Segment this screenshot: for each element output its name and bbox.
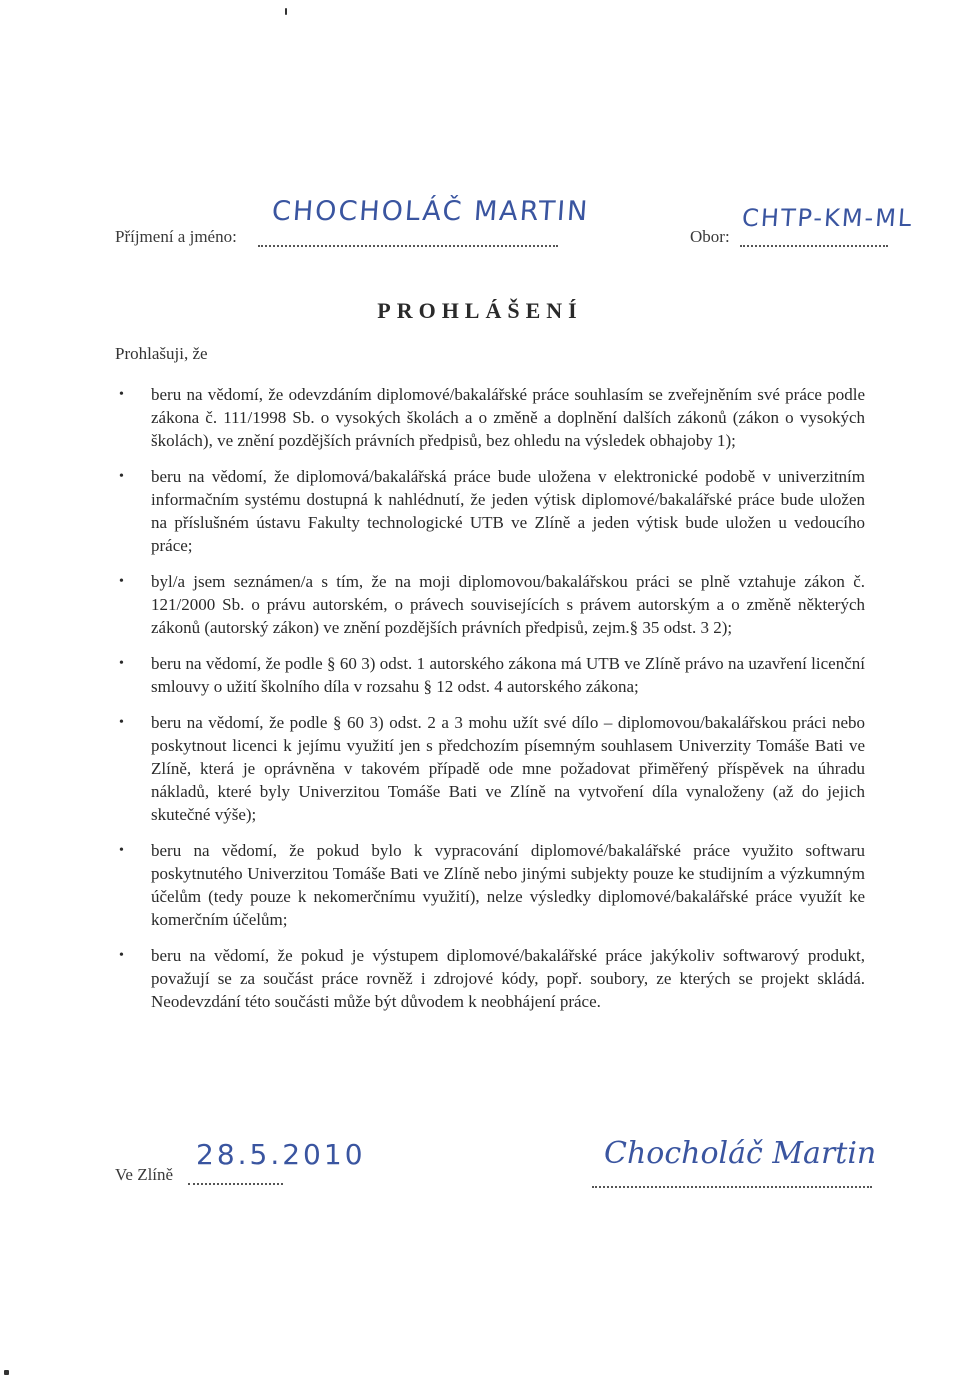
date-handwritten: 28.5.2010: [196, 1138, 366, 1171]
field-label: Obor:: [690, 227, 730, 246]
bullet-icon: •: [119, 948, 124, 963]
scan-speck: [4, 1370, 9, 1375]
document-title: PROHLÁŠENÍ: [377, 298, 583, 323]
intro-text: Prohlašuji, že: [115, 344, 208, 363]
name-label: Příjmení a jméno:: [115, 227, 237, 246]
bullet-icon: •: [119, 574, 124, 589]
bullet-icon: •: [119, 387, 124, 402]
declaration-item: • beru na vědomí, že podle § 60 3) odst. 1 autorského zákona má UTB ve Zlíně právo na uzavření licenční smlouvy o užití školního díla v rozsahu § 12 odst. 4 autorského zákona;: [119, 654, 865, 696]
declaration-item: • beru na vědomí, že diplomová/bakalářská práce bude uložena v elektronické podobě v univerzitním informačním systému dostupná k nahlédnutí, že jeden výtisk diplomové/bakalářské práce bude uložen na příslušném ústavu Fakulty technologické UTB ve Zlíně a jeden výtisk bude uložen u vedoucího práce;: [119, 467, 865, 555]
declaration-list: [115, 383, 865, 1026]
bullet-icon: •: [119, 469, 124, 484]
name-dotted-line: [258, 229, 558, 247]
place-label: Ve Zlíně: [115, 1165, 174, 1184]
declaration-item: • beru na vědomí, že pokud bylo k vypracování diplomové/bakalářské práce využito softwaru poskytnutého Univerzitou Tomáše Bati ve Zlíně nebo jinými subjekty pouze ke studijním a výzkumným účelům (tedy pouze k nekomerčnímu využití), nelze výsledky diplomové/bakalářské práce využít ke komerčním účelům;: [119, 841, 865, 929]
bullet-icon: •: [119, 715, 124, 730]
declaration-item: • beru na vědomí, že pokud je výstupem diplomové/bakalářské práce jakýkoliv softwarový produkt, považují se za součást práce rovněž i zdrojové kódy, popř. soubory, ze kterých se projekt skládá. Neodevzdání této součásti může být důvodem k neobhájení práce.: [119, 946, 865, 1011]
bullet-icon: •: [119, 843, 124, 858]
declaration-item: • byl/a jsem seznámen/a s tím, že na moji diplomovou/bakalářskou práci se plně vztahuje zákon č. 121/2000 Sb. o právu autorském, o právech souvisejících s právem autorským a o změně některých zákonů (autorský zákon) ve znění pozdějších právních předpisů, zejm.§ 35 odst. 3 2);: [119, 572, 865, 637]
name-handwritten: CHOCHOLÁČ MARTIN: [270, 196, 591, 227]
declaration-item: • beru na vědomí, že odevzdáním diplomové/bakalářské práce souhlasím se zveřejněním své práce podle zákona č. 111/1998 Sb. o vysokých školách a o změně a doplnění dalších zákonů (zákon o vysokých školách), ve znění pozdějších právních předpisů, bez ohledu na výsledek obhajoby 1);: [119, 385, 865, 450]
bullet-icon: •: [119, 656, 124, 671]
signature-dotted-line: [592, 1182, 872, 1188]
declaration-item: • beru na vědomí, že podle § 60 3) odst. 2 a 3 mohu užít své dílo – diplomovou/bakalářskou práci nebo poskytnout licenci k jejímu využití jen s předchozím písemným souhlasem Univerzity Tomáše Bati ve Zlíně, která je oprávněna v takovém případě ode mne požadovat přiměřený příspěvek na úhradu nákladů, které byly Univerzitou Tomáše Bati ve Zlíně na vytvoření díla vynaloženy (až do jejich skutečné výše);: [119, 713, 865, 824]
scan-speck: [285, 8, 287, 15]
signature-handwritten: Chocholáč Martin: [604, 1136, 877, 1171]
field-handwritten: CHTP-KM-ML: [741, 204, 915, 232]
